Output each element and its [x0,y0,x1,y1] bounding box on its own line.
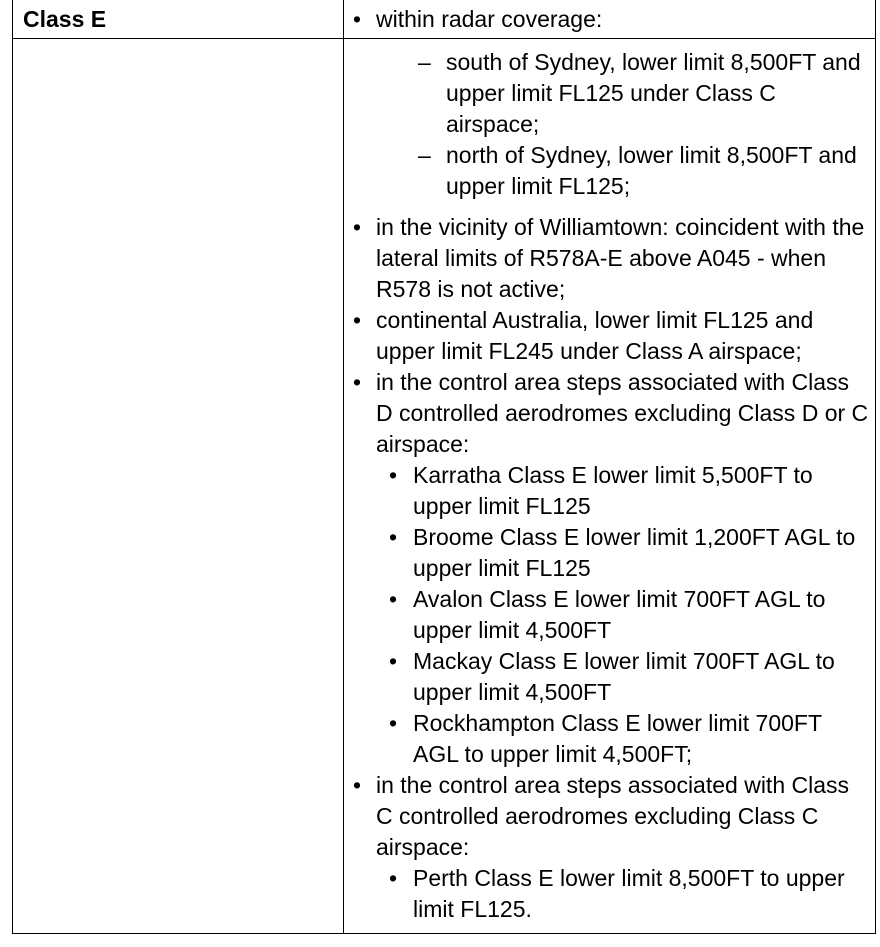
sub-list-item: • Karratha Class E lower limit 5,500FT to upper limit FL125 [344,460,871,522]
sub-list-item: • Rockhampton Class E lower limit 700FT AGL to upper limit 4,500FT; [344,708,871,770]
list-item: • in the control area steps associated with Class C controlled aerodromes excluding Class C airspace: [344,770,871,863]
list-item: • in the control area steps associated with Class D controlled aerodromes excluding Class D or C airspace: [344,367,871,460]
empty-cell [13,39,344,934]
list-item: • within radar coverage: [344,4,875,35]
sub-list-item: • Avalon Class E lower limit 700FT AGL to upper limit 4,500FT [344,584,871,646]
description-cell [344,0,876,39]
sub-list-item: • Broome Class E lower limit 1,200FT AGL to upper limit FL125 [344,522,871,584]
table-row [13,0,876,39]
description-cell [344,39,876,934]
list-item: • continental Australia, lower limit FL125 and upper limit FL245 under Class A airspace; [344,305,871,367]
list-item: • in the vicinity of Williamtown: coincident with the lateral limits of R578A-E above A045 - when R578 is not active; [344,212,871,305]
dash-item: – north of Sydney, lower limit 8,500FT and upper limit FL125; [344,140,871,202]
airspace-table [12,0,876,934]
sub-list-item: • Perth Class E lower limit 8,500FT to upper limit FL125. [344,863,871,925]
sub-list-item: • Mackay Class E lower limit 700FT AGL to upper limit 4,500FT [344,646,871,708]
dash-item: – south of Sydney, lower limit 8,500FT and upper limit FL125 under Class C airspace; [344,47,871,140]
table-row [13,39,876,934]
class-label-cell [13,0,344,39]
class-label: Class E [23,6,107,32]
